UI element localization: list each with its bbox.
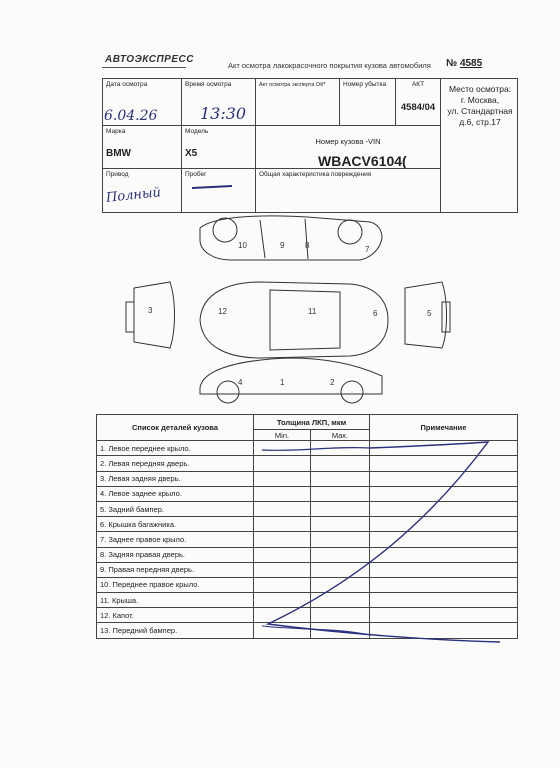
part-name: 8. Задняя правая дверь. (97, 547, 254, 562)
max-cell (311, 608, 370, 623)
act-label: АКТ (411, 81, 425, 88)
max-cell (311, 517, 370, 532)
time-label: Время осмотра (185, 81, 232, 88)
expert-label: Акт осмотра эксперта ОК* (259, 82, 326, 88)
loss-cell (339, 78, 396, 126)
date-value: 6.04.26 (104, 108, 158, 124)
min-cell (254, 517, 311, 532)
table-row (97, 501, 518, 516)
min-cell (254, 501, 311, 516)
part-name: 7. Заднее правое крыло. (97, 532, 254, 547)
col-min-header: Min. (254, 430, 311, 441)
part-name: 12. Капот. (97, 608, 254, 623)
max-cell (311, 441, 370, 456)
part-name: 13. Передний бампер. (97, 623, 254, 638)
note-cell (370, 623, 518, 638)
car-front-outline (134, 282, 175, 348)
car-top-outline (200, 216, 382, 260)
table-row (97, 517, 518, 532)
location-block (445, 84, 515, 128)
col-thickness-header: Толщина ЛКП, мкм (254, 415, 370, 430)
min-cell (254, 593, 311, 608)
part-name: 2. Левая передняя дверь. (97, 456, 254, 471)
parts-table (96, 414, 518, 639)
min-cell (254, 441, 311, 456)
car-bottom-wheel-rear (341, 381, 363, 403)
max-cell (311, 486, 370, 501)
diagram-label-6: 6 (373, 309, 378, 318)
min-cell (254, 608, 311, 623)
max-cell (311, 501, 370, 516)
table-row (97, 471, 518, 486)
diagram-label-4: 4 (238, 378, 243, 387)
diagram-label-5: 5 (427, 309, 432, 318)
diagram-label-9: 9 (280, 241, 285, 250)
car-top-door-line-2 (305, 219, 308, 259)
car-bottom-outline (200, 358, 382, 394)
max-cell (311, 577, 370, 592)
note-cell (370, 471, 518, 486)
col-max-header: Max. (311, 430, 370, 441)
car-top-wheel-rear (338, 220, 362, 244)
location-line-3: д.6, стр.17 (459, 117, 501, 127)
company-logo: АВТОЭКСПРЕСС (105, 54, 194, 65)
note-cell (370, 532, 518, 547)
car-front-mirror (126, 302, 134, 332)
part-name: 6. Крышка багажника. (97, 517, 254, 532)
car-body-diagram (120, 210, 465, 405)
min-cell (254, 547, 311, 562)
note-cell (370, 486, 518, 501)
car-rear-outline (405, 282, 447, 348)
act-cell (395, 78, 441, 126)
brand-value: BMW (106, 148, 131, 159)
part-name: 5. Задний бампер. (97, 501, 254, 516)
table-row (97, 532, 518, 547)
part-name: 11. Крыша. (97, 593, 254, 608)
diagram-label-3: 3 (148, 306, 153, 315)
table-row (97, 562, 518, 577)
document-number (446, 58, 482, 69)
part-name: 10. Переднее правое крыло. (97, 577, 254, 592)
table-row (97, 441, 518, 456)
damage-label: Общая характеристика повреждения (259, 171, 372, 178)
number-sign: № (446, 58, 458, 69)
part-name: 9. Правая передняя дверь. (97, 562, 254, 577)
diagram-label-10: 10 (238, 241, 247, 250)
diagram-label-8: 8 (305, 241, 310, 250)
note-cell (370, 517, 518, 532)
diagram-label-2: 2 (330, 378, 335, 387)
table-row (97, 593, 518, 608)
max-cell (311, 593, 370, 608)
car-bottom-wheel-front (217, 381, 239, 403)
part-name: 4. Левое заднее крыло. (97, 486, 254, 501)
diagram-label-11: 11 (308, 307, 317, 316)
drive-label: Привод (106, 171, 129, 178)
diagram-label-1: 1 (280, 378, 285, 387)
brand-label: Марка (106, 128, 126, 135)
note-cell (370, 562, 518, 577)
parts-table-body (97, 441, 518, 638)
expert-cell (255, 78, 340, 126)
note-cell (370, 456, 518, 471)
location-line-1: г. Москва, (460, 95, 500, 105)
min-cell (254, 623, 311, 638)
table-row (97, 456, 518, 471)
mileage-label: Пробег (185, 171, 207, 178)
max-cell (311, 562, 370, 577)
car-top-wheel-front (213, 218, 237, 242)
table-row (97, 486, 518, 501)
model-cell (181, 125, 256, 169)
min-cell (254, 456, 311, 471)
loss-label: Номер убытка (343, 81, 387, 88)
min-cell (254, 532, 311, 547)
mileage-cell (181, 168, 256, 213)
car-plan-roof (270, 290, 340, 350)
part-name: 1. Левое переднее крыло. (97, 441, 254, 456)
note-cell (370, 593, 518, 608)
table-row (97, 577, 518, 592)
model-label: Модель (185, 128, 209, 135)
col-note-header: Примечание (370, 415, 518, 441)
number-value: 4585 (459, 58, 483, 69)
min-cell (254, 486, 311, 501)
max-cell (311, 471, 370, 486)
min-cell (254, 577, 311, 592)
table-row (97, 608, 518, 623)
note-cell (370, 441, 518, 456)
part-name: 3. Левая задняя дверь. (97, 471, 254, 486)
min-cell (254, 471, 311, 486)
note-cell (370, 577, 518, 592)
max-cell (311, 623, 370, 638)
note-cell (370, 501, 518, 516)
logo-underline (102, 67, 186, 68)
table-row (97, 547, 518, 562)
act-value: 4584/04 (400, 102, 436, 113)
note-cell (370, 608, 518, 623)
car-plan-outline (200, 282, 388, 358)
max-cell (311, 532, 370, 547)
brand-cell (102, 125, 182, 169)
table-row (97, 623, 518, 638)
model-value: X5 (185, 148, 198, 159)
date-label: Дата осмотра (106, 81, 148, 88)
max-cell (311, 456, 370, 471)
diagram-label-7: 7 (365, 245, 370, 254)
note-cell (370, 547, 518, 562)
min-cell (254, 562, 311, 577)
max-cell (311, 547, 370, 562)
time-value: 13:30 (200, 104, 247, 123)
vin-value: WBACV6104( (318, 153, 407, 169)
diagram-label-12: 12 (218, 307, 227, 316)
location-line-2: ул. Стандартная (447, 106, 513, 116)
car-top-door-line-1 (260, 220, 265, 258)
location-label: Место осмотра: (448, 84, 512, 94)
vin-label: Номер кузова -VIN (315, 137, 381, 146)
drive-value: Полный (105, 185, 162, 206)
document-title: Акт осмотра лакокрасочного покрытия кузова автомобиля (228, 61, 431, 70)
damage-cell (255, 168, 441, 213)
col-parts-header: Список деталей кузова (97, 415, 254, 441)
